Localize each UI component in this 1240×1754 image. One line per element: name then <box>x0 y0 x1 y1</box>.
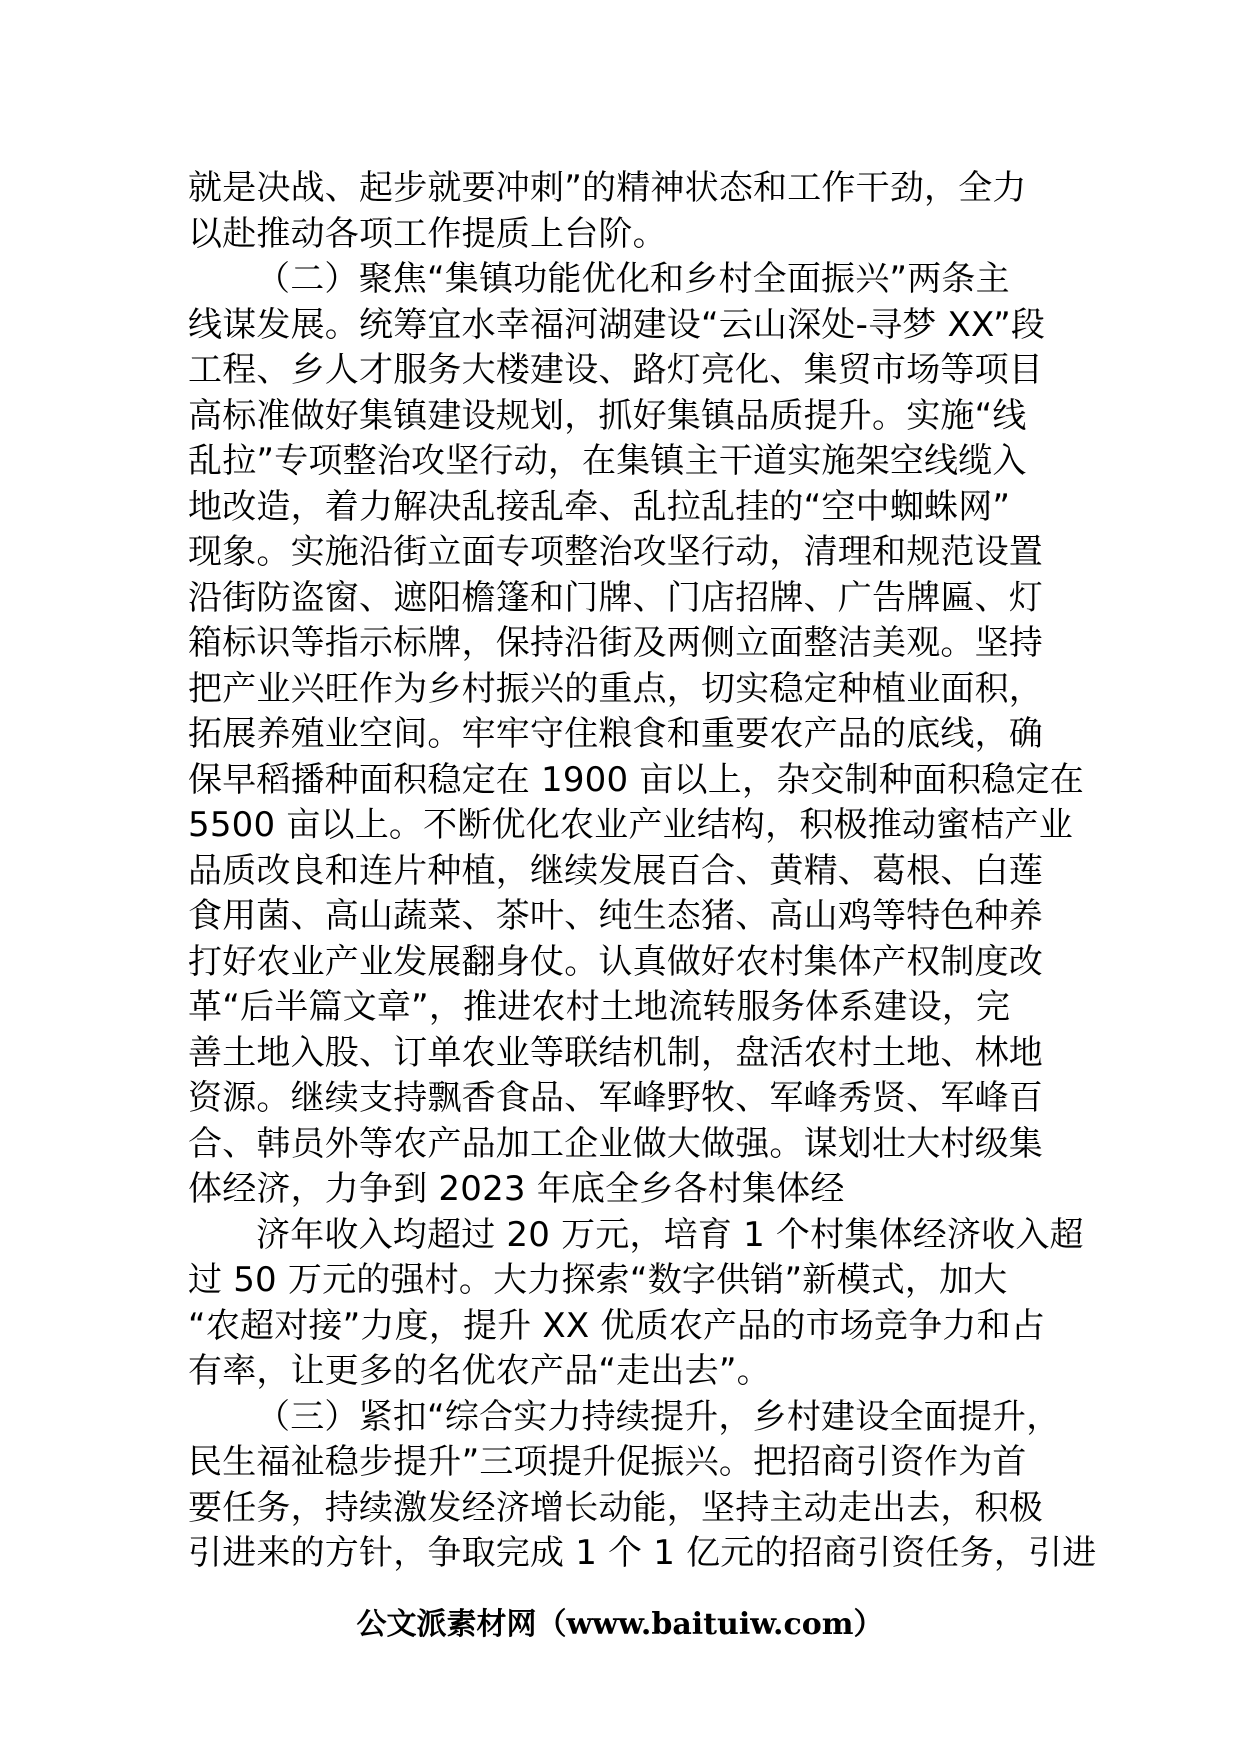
text-line: 要任务，持续激发经济增长动能，坚持主动走出去，积极 <box>188 1487 1043 1528</box>
footer-watermark: 公文派素材网（www.baituiw.com） <box>356 1607 884 1642</box>
text-line: 以赴推动各项工作提质上台阶。 <box>188 213 667 254</box>
text-line: 打好农业产业发展翻身仗。认真做好农村集体产权制度改 <box>188 941 1043 982</box>
text-line: 把产业兴旺作为乡村振兴的重点，切实稳定种植业面积， <box>188 668 1043 709</box>
text-line: 工程、乡人才服务大楼建设、路灯亮化、集贸市场等项目 <box>188 350 1043 390</box>
text-line: 地改造，着力解决乱接乱牵、乱拉乱挂的“空中蜘蛛网” <box>188 486 1011 527</box>
text-line: 保早稻播种面积稳定在 1900 亩以上，杂交制种面积稳定在 <box>188 759 1084 800</box>
text-line: 合、韩员外等农产品加工企业做大做强。谋划壮大村级集 <box>188 1123 1043 1164</box>
text-line: 乱拉”专项整治攻坚行动，在集镇主干道实施架空线缆入 <box>188 441 1027 481</box>
text-line: 有率，让更多的名优农产品“走出去”。 <box>188 1351 771 1391</box>
text-line: 箱标识等指示标牌，保持沿街及两侧立面整洁美观。坚持 <box>188 623 1043 663</box>
text-line: 拓展养殖业空间。牢牢守住粮食和重要农产品的底线，确 <box>188 714 1043 754</box>
text-line: 革“后半篇文章”，推进农村土地流转服务体系建设，完 <box>188 987 1011 1027</box>
text-line: 体经济，力争到 2023 年底全乡各村集体经 <box>188 1169 845 1209</box>
text-line: 食用菌、高山蔬菜、茶叶、纯生态猪、高山鸡等特色种养 <box>188 896 1043 936</box>
text-line: 民生福祉稳步提升”三项提升促振兴。把招商引资作为首 <box>188 1442 1027 1482</box>
text-line: 济年收入均超过 20 万元，培育 1 个村集体经济收入超 <box>256 1214 1084 1255</box>
text-line: 现象。实施沿街立面专项整治攻坚行动，清理和规范设置 <box>188 532 1043 572</box>
text-line: 就是决战、起步就要冲刺”的精神状态和工作干劲，全力 <box>188 168 1027 208</box>
body-text <box>188 166 1097 1577</box>
text-line: 过 50 万元的强村。大力探索“数字供销”新模式，加大 <box>188 1260 1008 1300</box>
text-line: 品质改良和连片种植，继续发展百合、黄精、葛根、白莲 <box>188 850 1043 891</box>
text-line: 资源。继续支持飘香食品、军峰野牧、军峰秀贤、军峰百 <box>188 1078 1043 1118</box>
text-line: 引进来的方针，争取完成 1 个 1 亿元的招商引资任务，引进 <box>188 1533 1097 1573</box>
text-line: “农超对接”力度，提升 XX 优质农产品的市场竞争力和占 <box>188 1305 1046 1346</box>
text-line: 沿街防盗窗、遮阳檐篷和门牌、门店招牌、广告牌匾、灯 <box>188 577 1043 618</box>
text-line: 高标准做好集镇建设规划，抓好集镇品质提升。实施“线 <box>188 395 1027 436</box>
text-line: 线谋发展。统筹宜水幸福河湖建设“云山深处-寻梦 XX”段 <box>188 304 1046 345</box>
text-line: 善土地入股、订单农业等联结机制，盘活农村土地、林地 <box>188 1032 1043 1073</box>
text-line: 5500 亩以上。不断优化农业产业结构，积极推动蜜桔产业 <box>188 805 1073 845</box>
text-line: （二）聚焦“集镇功能优化和乡村全面振兴”两条主 <box>256 259 1010 299</box>
text-line: （三）紧扣“综合实力持续提升，乡村建设全面提升， <box>256 1396 1061 1437</box>
